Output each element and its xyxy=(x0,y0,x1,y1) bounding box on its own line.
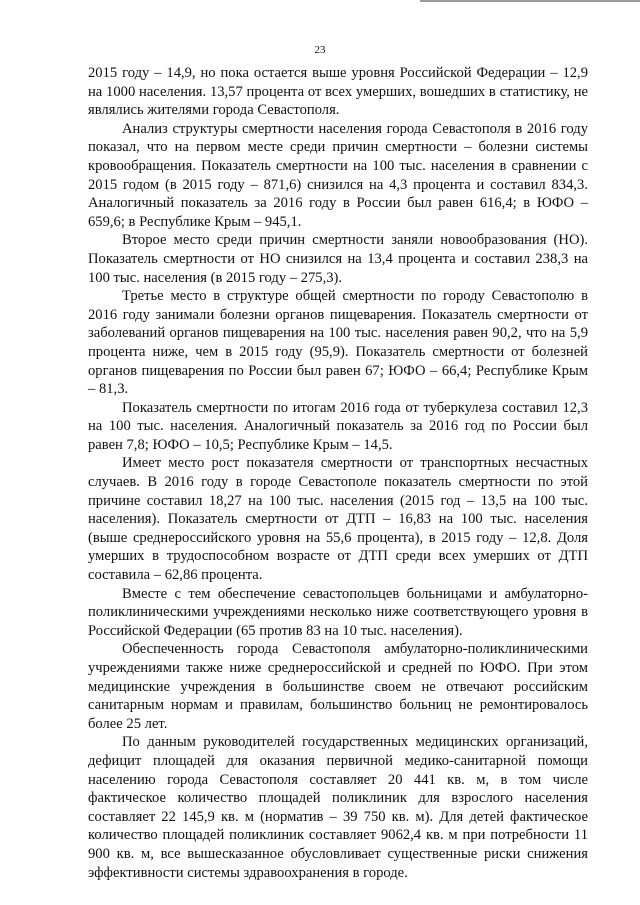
paragraph-circulatory-diseases: Анализ структуры смертности населения города Севастополя в 2016 году показал, что на первом месте среди причин смертности – болезни системы кровообращения. Показатель смертности на 100 тыс. населения в сравнении с 2015 годом (в 2015 году – 871,6) снизился на 4,3 процента и составил 834,3. Аналогичный показатель за 2016 году в России был равен 616,4; в ЮФО – 659,6; в Республике Крым – 945,1. xyxy=(88,120,588,230)
paragraph-neoplasms: Второе место среди причин смертности заняли новообразования (НО). Показатель смертности от НО снизился на 13,4 процента и составил 238,3 на 100 тыс. населения (в 2015 году – 275,3). xyxy=(88,232,588,286)
paragraph-area-deficit: По данным руководителей государственных медицинских организаций, дефицит площадей для оказания первичной медико-санитарной помощи населению города Севастополя составляет 20 441 кв. м, в том числе фактическое количество площадей поликлиник для взрослого населения составляет 22 145,9 кв. м (норматив – 39 750 кв. м). Для детей фактическое количество площадей поликлиник составляет 9062,4 кв. м при потребности 11 900 кв. м, все вышесказанное обусловливает существенные риски снижения эффективности системы здравоохранения в городе. xyxy=(88,734,588,881)
paragraph-hospital-provision: Вместе с тем обеспечение севастопольцев больницами и амбулаторно-поликлиническими учреждениями несколько ниже соответствующего уровня в Российской Федерации (65 против 83 на 10 тыс. населения). xyxy=(88,585,588,639)
paragraph-outpatient-provision: Обеспеченность города Севастополя амбулаторно-поликлиническими учреждениями также ниже среднероссийской и средней по ЮФО. При этом медицинские учреждения в большинстве своем не отвечают российским санитарным нормам и правилам, большинство больниц не ремонтировалось более 25 лет. xyxy=(88,641,588,732)
paragraph-mortality-rate-continued: 2015 году – 14,9, но пока остается выше уровня Российской Федерации – 12,9 на 1000 населения. 13,57 процента от всех умерших, вошедших в статистику, не являлись жителями города Севастополя. xyxy=(88,65,588,119)
document-body xyxy=(88,64,588,882)
scan-edge-line xyxy=(420,0,640,2)
paragraph-digestive-diseases: Третье место в структуре общей смертности по городу Севастополю в 2016 году занимали болезни органов пищеварения. Показатель смертности от заболеваний органов пищеварения на 100 тыс. населения равен 90,2, что на 5,9 процента ниже, чем в 2015 году (95,9). Показатель смертности от болезней органов пищеварения по России был равен 67; ЮФО – 66,4; Республике Крым – 81,3. xyxy=(88,288,588,398)
paragraph-tuberculosis: Показатель смертности по итогам 2016 года от туберкулеза составил 12,3 на 100 тыс. населения. Аналогичный показатель за 2016 год по России был равен 7,8; ЮФО – 10,5; Республике Крым – 14,5. xyxy=(88,399,588,453)
paragraph-transport-accidents: Имеет место рост показателя смертности от транспортных несчастных случаев. В 2016 году в городе Севастополе показатель смертности по этой причине составил 18,27 на 100 тыс. населения (2015 год – 13,5 на 100 тыс. населения). Показатель смертности от ДТП – 16,83 на 100 тыс. населения (выше среднероссийского уровня на 55,6 процента), в 2015 году – 12,8. Доля умерших в трудоспособном возрасте от ДТП среди всех умерших от ДТП составила – 62,86 процента. xyxy=(88,455,588,584)
page-number: 23 xyxy=(314,44,326,56)
